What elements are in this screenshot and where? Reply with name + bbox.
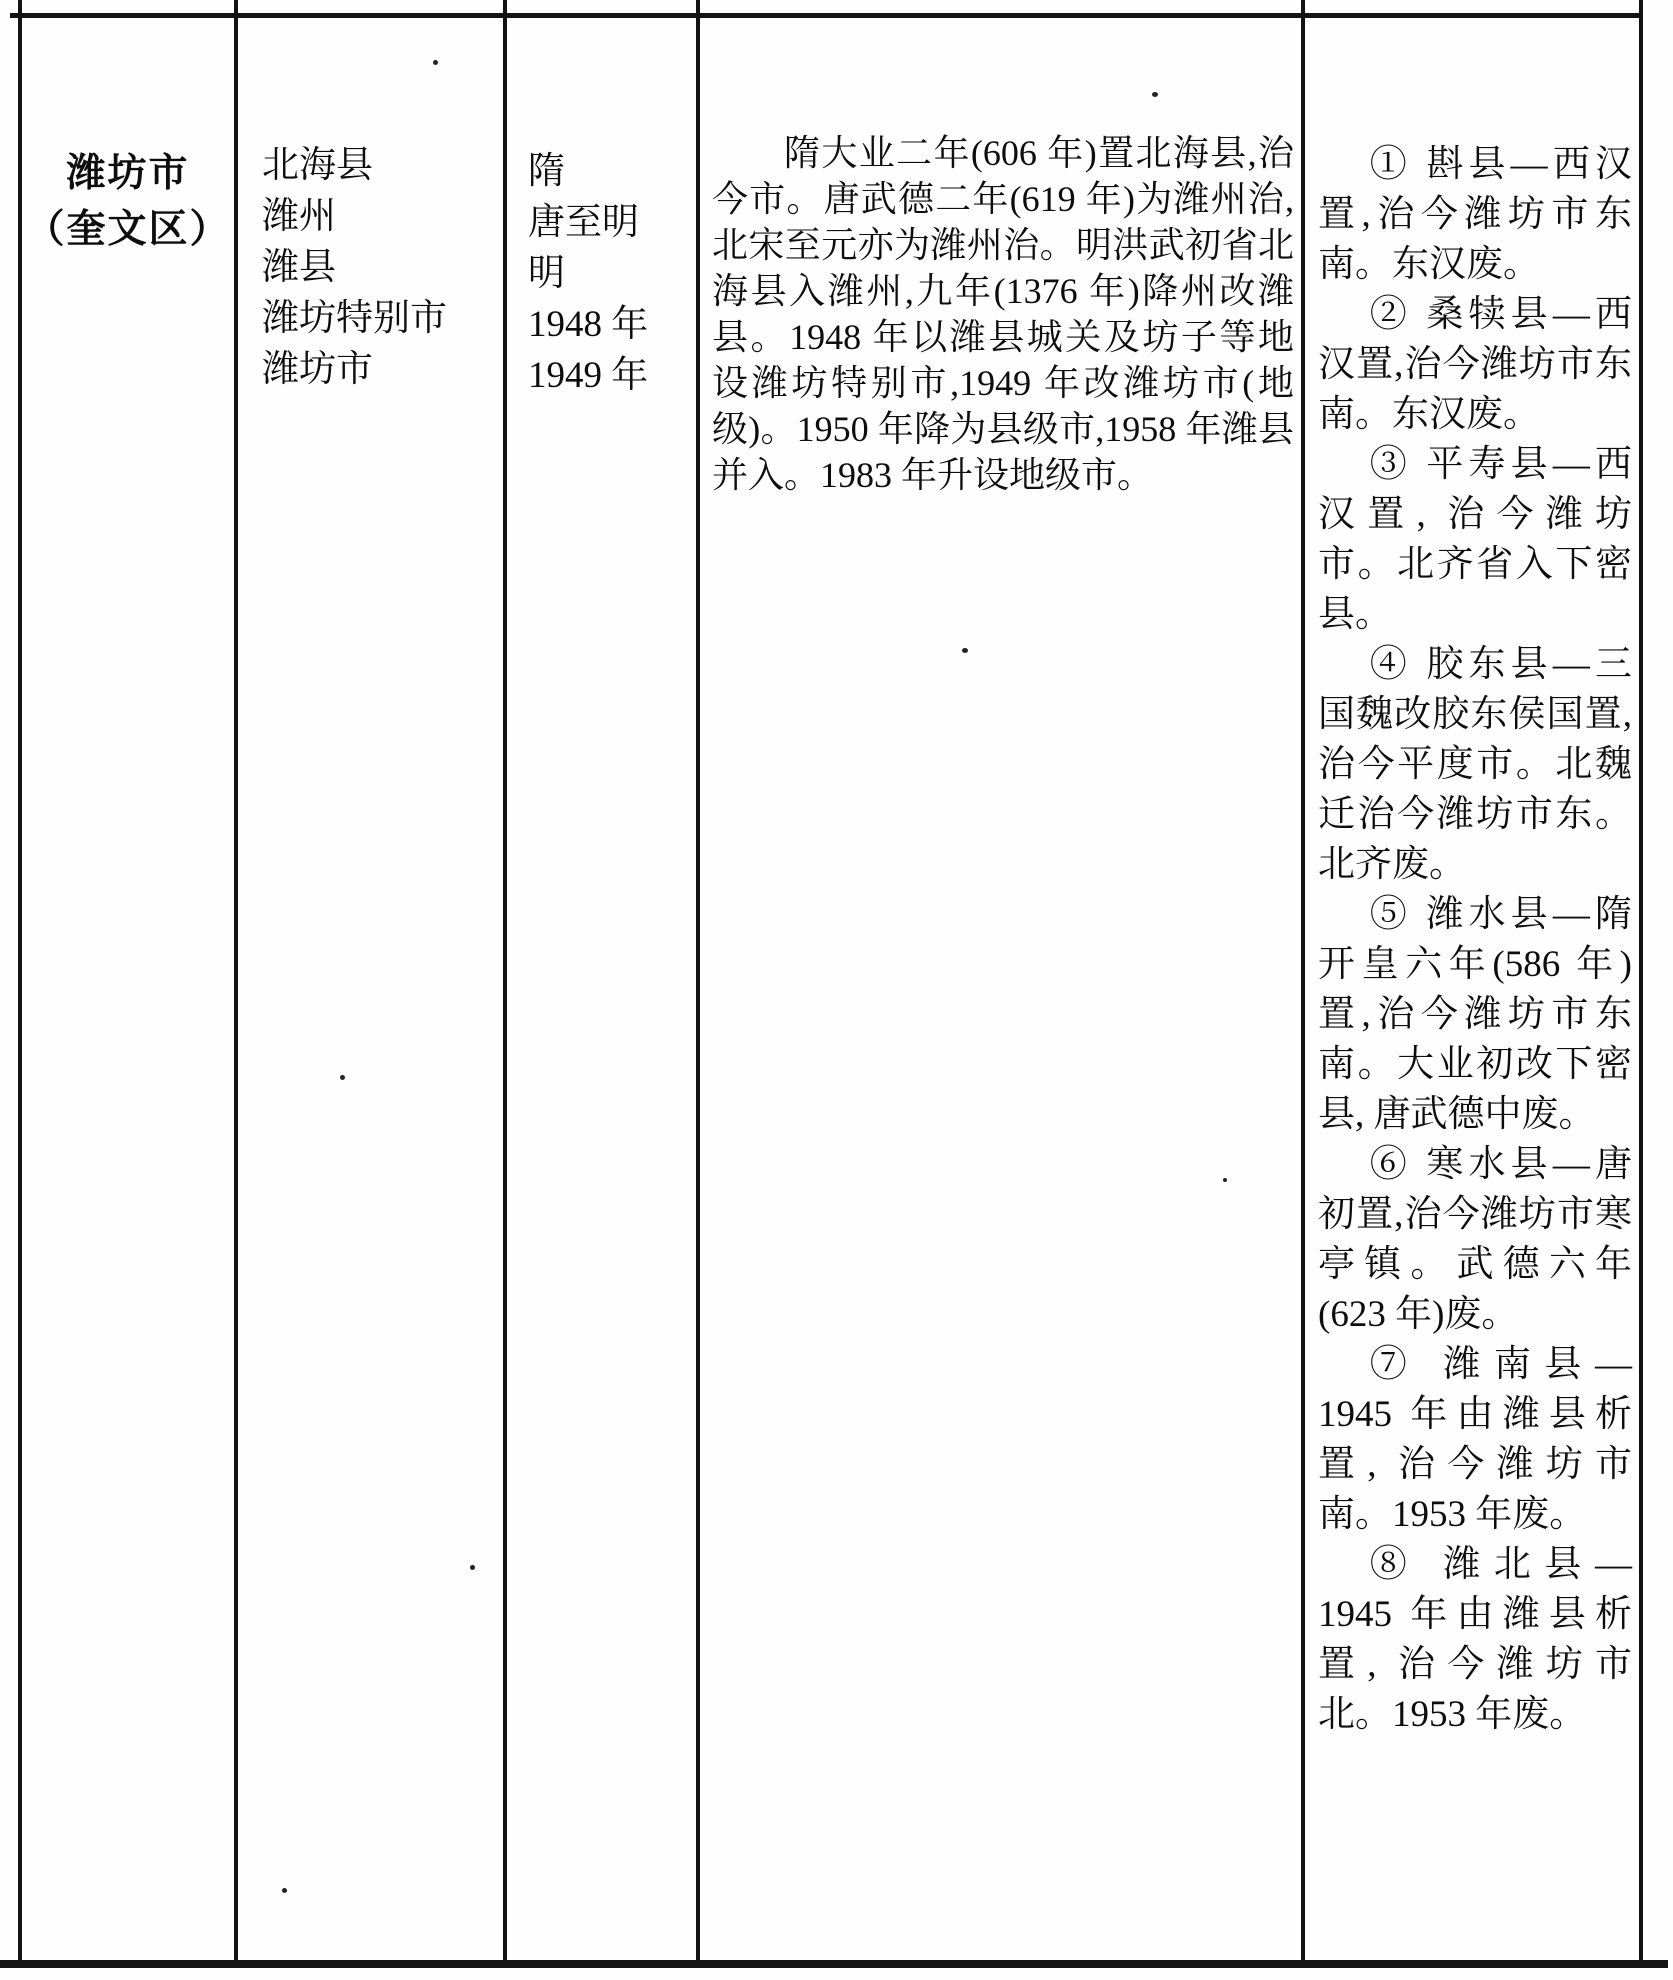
- note-item: ⑦ 潍南县— 1945 年由潍县析置, 治今潍坊市南。1953 年废。: [1318, 1344, 1632, 1535]
- scan-speck: [1152, 92, 1158, 97]
- scan-speck: [433, 60, 438, 65]
- scan-speck: [962, 648, 968, 653]
- table-left-border: [18, 0, 22, 1964]
- cell-region-name: [22, 146, 234, 258]
- historical-name-item: 潍坊特别市: [262, 298, 447, 339]
- historical-name-item: 潍县: [262, 247, 336, 288]
- note-item: ⑧ 潍北县— 1945 年由潍县析置, 治今潍坊市北。1953 年废。: [1318, 1544, 1632, 1735]
- scan-speck: [1223, 1178, 1227, 1182]
- scan-speck: [470, 1565, 475, 1570]
- note-item: ③ 平寿县—西汉置, 治今潍坊市。北齐省入下密县。: [1318, 444, 1632, 635]
- period-item: 隋: [528, 151, 565, 192]
- region-name-sub: （奎文区）: [25, 208, 231, 251]
- cell-history: [712, 130, 1294, 498]
- period-item: 唐至明: [528, 202, 639, 243]
- historical-name-item: 潍坊市: [262, 349, 373, 390]
- period-item: 1949 年: [528, 355, 649, 396]
- note-item: ④ 胶东县—三国魏改胶东侯国置,治今平度市。北魏迁治今潍坊市东。北齐废。: [1318, 644, 1632, 885]
- cell-historical-names: [262, 140, 502, 395]
- period-item: 明: [528, 253, 565, 294]
- column-divider-2: [503, 0, 507, 1964]
- cell-notes: [1318, 140, 1632, 1740]
- table-right-border: [1639, 0, 1643, 1964]
- scan-speck: [282, 1888, 287, 1893]
- column-divider-1: [234, 0, 238, 1964]
- column-divider-4: [1301, 0, 1305, 1964]
- note-item: ① 斟县—西汉置,治今潍坊市东南。东汉废。: [1318, 144, 1632, 285]
- scan-speck: [340, 1075, 345, 1080]
- row-bottom-border: [0, 1960, 1668, 1968]
- historical-name-item: 北海县: [262, 145, 373, 186]
- note-item: ⑥ 寒水县—唐初置,治今潍坊市寒亭镇。武德六年(623 年)废。: [1318, 1144, 1632, 1335]
- period-item: 1948 年: [528, 304, 649, 345]
- region-name: 潍坊市: [66, 152, 190, 195]
- note-item: ② 桑犊县—西汉置,治今潍坊市东南。东汉废。: [1318, 294, 1632, 435]
- cell-periods: [528, 146, 690, 401]
- history-text: 隋大业二年(606 年)置北海县,治今市。唐武德二年(619 年)为潍州治,北宋至元亦为潍州治。明洪武初省北海县入潍州,九年(1376 年)降州改潍县。1948 年以潍县城关及坊子等地设潍坊特别市,1949 年改潍坊市(地级)。1950 年降为县级市,1958 年潍县并入。1983 年升设地级市。: [712, 133, 1294, 495]
- column-divider-3: [696, 0, 700, 1964]
- historical-name-item: 潍州: [262, 196, 336, 237]
- row-top-border: [10, 13, 1643, 18]
- note-item: ⑤ 潍水县—隋开皇六年(586 年)置,治今潍坊市东南。大业初改下密县, 唐武德中废。: [1318, 894, 1632, 1135]
